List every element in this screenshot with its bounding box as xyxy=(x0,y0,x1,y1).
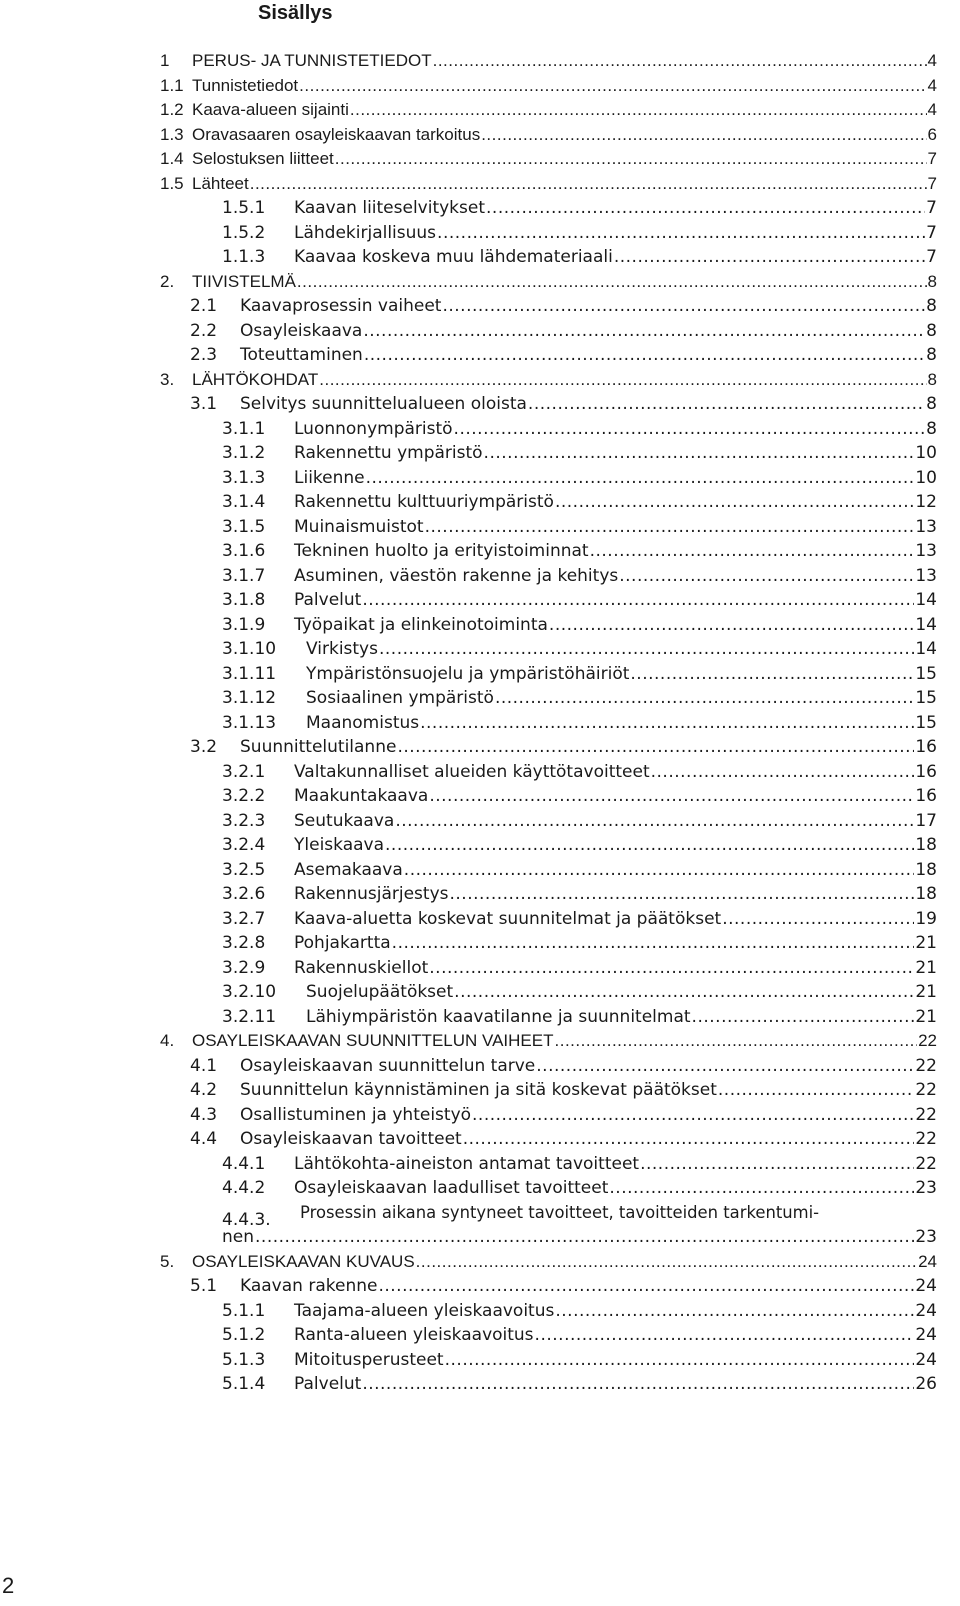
toc-entry-label: Liikenne xyxy=(294,467,365,488)
toc-entry-label: OSAYLEISKAAVAN KUVAUS xyxy=(192,1251,415,1271)
toc-entry-label: Kaavaa koskeva muu lähdemateriaali xyxy=(294,247,613,267)
toc-entry[interactable] xyxy=(160,147,937,172)
dot-leader xyxy=(362,1372,914,1397)
toc-entry-label: Luonnonympäristö xyxy=(294,418,453,439)
toc-entry-number: 3.1.4 xyxy=(222,492,266,512)
toc-entry[interactable] xyxy=(222,1323,937,1348)
dot-leader xyxy=(429,956,914,981)
toc-entry-label: Pohjakartta xyxy=(294,933,391,953)
toc-entry-page: 18 xyxy=(915,884,937,904)
dot-leader xyxy=(319,368,926,393)
toc-entry-number: 1.2 xyxy=(160,100,184,119)
dot-leader xyxy=(486,196,925,221)
toc-entry-label: Suunnittelun käynnistäminen ja sitä koskevat päätökset xyxy=(240,1080,717,1100)
page-number: 2 xyxy=(2,1573,15,1598)
toc-entry-number: 3.2.11 xyxy=(222,1006,277,1027)
toc-entry-page: 7 xyxy=(927,149,937,168)
toc-entry-page: 13 xyxy=(915,565,937,586)
toc-entry-label: Toteuttaminen xyxy=(240,345,363,365)
toc-entry-label: Kaavan liiteselvitykset xyxy=(294,198,486,218)
toc-entry-label: Yleiskaava xyxy=(294,835,385,855)
toc-entry[interactable] xyxy=(222,221,937,246)
dot-leader xyxy=(397,735,914,760)
toc-entry-page: 10 xyxy=(915,467,937,488)
toc-entry-label: Osayleiskaavan suunnittelun tarve xyxy=(240,1055,536,1076)
toc-entry-label: Lähteet xyxy=(192,173,249,193)
toc-entry-label: Asuminen, väestön rakenne ja kehitys xyxy=(294,565,619,586)
toc-entry-label: Ympäristönsuojelu ja ympäristöhäiriöt xyxy=(306,663,630,684)
toc-entry-page: 13 xyxy=(915,541,937,561)
toc-entry-page: 16 xyxy=(915,761,937,782)
toc-entry-number: 3.2.10 xyxy=(222,982,277,1002)
dot-leader xyxy=(614,245,925,270)
toc-entry-page: 18 xyxy=(915,859,937,880)
toc-entry-page: 14 xyxy=(915,639,937,659)
toc-entry[interactable] xyxy=(222,931,937,956)
toc-entry-number: 3.1.6 xyxy=(222,541,266,561)
toc-entry-page: 4 xyxy=(927,75,937,95)
toc-entry-label: Osallistuminen ja yhteistyö xyxy=(240,1104,472,1125)
dot-leader xyxy=(299,74,926,99)
dot-leader xyxy=(450,882,915,907)
toc-entry-label: OSAYLEISKAAVAN SUUNNITTELUN VAIHEET xyxy=(192,1031,554,1050)
dot-leader xyxy=(442,294,925,319)
toc-entry-label: Rakennuskiellot xyxy=(294,957,429,978)
toc-entry[interactable] xyxy=(190,1078,937,1103)
toc-entry-label: Osayleiskaavan laadulliset tavoitteet xyxy=(294,1178,609,1198)
toc-entry[interactable] xyxy=(222,637,937,662)
toc-entry-page: 7 xyxy=(926,222,937,243)
toc-entry-number: 1 xyxy=(160,51,170,70)
toc-entry-label: Taajama-alueen yleiskaavoitus xyxy=(294,1300,555,1321)
toc-entry-number: 1.3 xyxy=(160,124,184,144)
toc-entry-number: 5.1.1 xyxy=(222,1300,266,1321)
toc-entry-page: 14 xyxy=(915,614,937,635)
toc-entry-label: Kaavan rakenne xyxy=(240,1276,378,1296)
toc-entry-number: 3.1.7 xyxy=(222,565,266,586)
toc-entry-number: 3.2 xyxy=(190,737,218,757)
toc-entry-page: 22 xyxy=(915,1055,937,1076)
toc-entry-label: Oravasaaren osayleiskaavan tarkoitus xyxy=(192,124,481,144)
toc-entry-number: 1.5 xyxy=(160,173,184,193)
toc-entry-page: 19 xyxy=(915,908,937,929)
toc-entry-label: Ranta-alueen yleiskaavoitus xyxy=(294,1325,534,1345)
toc-entry-page: 24 xyxy=(918,1251,937,1271)
toc-entry[interactable] xyxy=(222,1372,937,1397)
toc-entry[interactable] xyxy=(222,196,937,221)
toc-entry-page: 16 xyxy=(915,737,937,757)
dot-leader xyxy=(437,221,925,246)
toc-entry-number: 4.4 xyxy=(190,1129,218,1149)
toc-entry-number: 3.1.1 xyxy=(222,418,266,439)
toc-entry-label: LÄHTÖKOHDAT xyxy=(192,369,319,389)
toc-entry-page: 16 xyxy=(915,786,937,806)
toc-entry[interactable] xyxy=(190,294,937,319)
dot-leader xyxy=(416,1250,917,1275)
toc-entry-number: 4.2 xyxy=(190,1080,218,1100)
dot-leader xyxy=(640,1152,914,1177)
toc-entry-label: Lähiympäristön kaavatilanne ja suunnitelmat xyxy=(306,1006,691,1027)
toc-entry-page: 8 xyxy=(926,394,937,414)
dot-leader xyxy=(429,784,914,809)
toc-entry-wrapped-continuation[interactable] xyxy=(222,1225,937,1250)
toc-entry[interactable] xyxy=(222,1005,937,1030)
toc-entry-number: 3.1.10 xyxy=(222,639,277,659)
toc-entry-page: 7 xyxy=(926,247,937,267)
toc-entry-number: 4. xyxy=(160,1031,175,1050)
toc-entry-number: 3.2.9 xyxy=(222,957,266,978)
dot-leader xyxy=(495,686,914,711)
toc-entry[interactable] xyxy=(190,392,937,417)
toc-entry-label: Muinaismuistot xyxy=(294,516,424,537)
dot-leader xyxy=(404,858,915,883)
toc-entry-number: 2.1 xyxy=(190,296,218,316)
toc-entry-page: 26 xyxy=(915,1374,937,1394)
toc-entry[interactable] xyxy=(190,319,937,344)
toc-entry[interactable] xyxy=(222,882,937,907)
toc-entry-label: Selvitys suunnittelualueen oloista xyxy=(240,394,527,414)
toc-entry-label: Työpaikat ja elinkeinotoiminta xyxy=(294,614,548,635)
toc-entry[interactable] xyxy=(222,1152,937,1177)
dot-leader xyxy=(363,319,925,344)
toc-entry-page: 24 xyxy=(915,1349,937,1370)
toc-entry-page: 7 xyxy=(927,173,937,193)
dot-leader xyxy=(362,588,914,613)
toc-entry-label: Mitoitusperusteet xyxy=(294,1349,444,1370)
dot-leader xyxy=(379,637,914,662)
toc-entry-number: 3.1.11 xyxy=(222,663,277,684)
toc-entry-page: 22 xyxy=(915,1129,937,1149)
dot-leader xyxy=(718,1078,914,1103)
toc-entry[interactable] xyxy=(222,1348,937,1373)
toc-entry-page: 12 xyxy=(915,492,937,512)
toc-entry-page: 8 xyxy=(926,296,937,316)
dot-leader xyxy=(528,392,925,417)
toc-entry-page: 22 xyxy=(918,1031,937,1050)
toc-entry[interactable] xyxy=(160,123,937,148)
toc-entry[interactable] xyxy=(222,686,937,711)
toc-entry-page: 8 xyxy=(926,320,937,341)
toc-entry-page: 4 xyxy=(927,51,937,70)
toc-entry-number: 3.1.3 xyxy=(222,467,266,488)
toc-entry-label: Virkistys xyxy=(306,639,378,659)
toc-entry-label: Tunnistetiedot xyxy=(192,75,299,95)
toc-entry-label: Osayleiskaava xyxy=(240,320,363,341)
toc-entry[interactable] xyxy=(190,343,937,368)
toc-entry-page: 21 xyxy=(915,982,937,1002)
toc-entry-number: 3.2.8 xyxy=(222,933,266,953)
toc-entry-page: 17 xyxy=(915,810,937,831)
toc-entry[interactable] xyxy=(222,490,937,515)
toc-entry-number: 3.1.13 xyxy=(222,712,277,733)
dot-leader xyxy=(420,711,914,736)
toc-entry-page: 15 xyxy=(915,712,937,733)
toc-entry[interactable] xyxy=(222,441,937,466)
toc-entry[interactable] xyxy=(160,49,937,74)
dot-leader xyxy=(630,662,914,687)
toc-entry-label: Suojelupäätökset xyxy=(306,982,454,1002)
toc-entry-number: 3.1.8 xyxy=(222,590,266,610)
toc-entry[interactable] xyxy=(222,588,937,613)
toc-entry-page: 22 xyxy=(915,1104,937,1125)
toc-entry-page: 24 xyxy=(915,1276,937,1296)
toc-entry[interactable] xyxy=(160,1029,937,1054)
dot-leader xyxy=(535,1323,915,1348)
toc-entry[interactable] xyxy=(190,1274,937,1299)
toc-entry-page: 23 xyxy=(915,1178,937,1198)
toc-entry-number: 3.2.6 xyxy=(222,884,266,904)
dot-leader xyxy=(445,1348,915,1373)
toc-entry-page: 18 xyxy=(915,835,937,855)
toc-entry-label: Asemakaava xyxy=(294,859,403,880)
toc-entry[interactable] xyxy=(160,270,937,295)
toc-entry-label: TIIVISTELMÄ xyxy=(192,271,296,291)
toc-entry-page: 8 xyxy=(926,418,937,439)
toc-entry-page: 22 xyxy=(915,1153,937,1174)
dot-leader xyxy=(425,515,915,540)
toc-entry-label: Tekninen huolto ja erityistoiminnat xyxy=(294,541,589,561)
dot-leader xyxy=(555,490,914,515)
toc-entry[interactable] xyxy=(190,1103,937,1128)
toc-entry-label: Kaava-alueen sijainti xyxy=(192,100,349,119)
toc-entry-label: Suunnittelutilanne xyxy=(240,737,397,757)
toc-entry[interactable] xyxy=(222,956,937,981)
toc-entry[interactable] xyxy=(222,858,937,883)
toc-entry[interactable] xyxy=(222,833,937,858)
dot-leader xyxy=(454,417,926,442)
toc-entry-number: 2.2 xyxy=(190,320,218,341)
toc-entry-number: 1.1.3 xyxy=(222,247,266,267)
toc-entry-label: Osayleiskaavan tavoitteet xyxy=(240,1129,462,1149)
toc-entry-number: 1.5.1 xyxy=(222,198,266,218)
toc-entry[interactable] xyxy=(160,368,937,393)
toc-entry-page: 21 xyxy=(915,957,937,978)
toc-entry[interactable] xyxy=(222,662,937,687)
toc-entry[interactable] xyxy=(222,907,937,932)
toc-entry-number: 1.1 xyxy=(160,75,184,95)
toc-entry-page: 13 xyxy=(915,516,937,537)
dot-leader xyxy=(433,49,927,74)
toc-entry-page: 23 xyxy=(915,1227,937,1247)
toc-entry-label: Sosiaalinen ympäristö xyxy=(306,688,494,708)
toc-entry-label: Selostuksen liitteet xyxy=(192,149,334,168)
toc-entry-page: 10 xyxy=(915,443,937,463)
toc-entry-number: 3.1.9 xyxy=(222,614,266,635)
toc-entry-number: 1.4 xyxy=(160,149,184,168)
toc-entry[interactable] xyxy=(222,613,937,638)
toc-entry[interactable] xyxy=(222,417,937,442)
dot-leader xyxy=(692,1005,915,1030)
dot-leader xyxy=(536,1054,914,1079)
toc-entry-page: 15 xyxy=(915,688,937,708)
toc-entry-label: Seutukaava xyxy=(294,810,395,831)
toc-entry[interactable] xyxy=(222,784,937,809)
toc-entry-number: 3.1 xyxy=(190,394,218,414)
toc-entry-number: 1.5.2 xyxy=(222,222,266,243)
toc-entry[interactable] xyxy=(160,74,937,99)
toc-entry-number: 2. xyxy=(160,271,175,291)
toc-entry-number: 4.4.3. xyxy=(222,1210,271,1230)
toc-entry-number: 5. xyxy=(160,1251,175,1271)
toc-entry-number: 4.4.2 xyxy=(222,1178,266,1198)
toc-entry[interactable] xyxy=(222,515,937,540)
toc-entry-number: 3.2.7 xyxy=(222,908,266,929)
toc-entry[interactable] xyxy=(190,735,937,760)
dot-leader xyxy=(549,613,914,638)
toc-entry[interactable] xyxy=(222,245,937,270)
toc-entry-number: 4.3 xyxy=(190,1104,218,1125)
toc-entry-page: 14 xyxy=(915,590,937,610)
toc-entry-label: Palvelut xyxy=(294,1374,362,1394)
toc-entry[interactable] xyxy=(222,564,937,589)
toc-entry-page: 22 xyxy=(915,1080,937,1100)
toc-entry-label: PERUS- JA TUNNISTETIEDOT xyxy=(192,51,432,70)
toc-entry[interactable] xyxy=(222,539,937,564)
dot-leader xyxy=(609,1176,914,1201)
toc-entry-label: Lähtökohta-aineiston antamat tavoitteet xyxy=(294,1153,640,1174)
dot-leader xyxy=(364,343,925,368)
toc-entry-page: 7 xyxy=(926,198,937,218)
toc-entry-number: 4.4.1 xyxy=(222,1153,266,1174)
dot-leader xyxy=(392,931,915,956)
page-title: Sisällys xyxy=(258,2,333,24)
toc-entry[interactable] xyxy=(190,1054,937,1079)
dot-leader xyxy=(454,980,914,1005)
toc-entry[interactable] xyxy=(222,466,937,491)
dot-leader xyxy=(651,760,915,785)
toc-entry-number: 3.2.4 xyxy=(222,835,266,855)
dot-leader xyxy=(297,270,927,295)
dot-leader xyxy=(378,1274,914,1299)
dot-leader xyxy=(395,809,914,834)
toc-entry[interactable] xyxy=(222,1176,937,1201)
toc-entry-number: 3.2.5 xyxy=(222,859,266,880)
dot-leader xyxy=(463,1127,915,1152)
dot-leader xyxy=(255,1225,914,1250)
toc-entry-page: 8 xyxy=(926,345,937,365)
dot-leader xyxy=(555,1029,918,1054)
toc-entry[interactable] xyxy=(160,1250,937,1275)
toc-entry[interactable] xyxy=(160,172,937,197)
toc-entry-label: Maakuntakaava xyxy=(294,786,429,806)
dot-leader xyxy=(481,123,926,148)
toc-entry-page: 24 xyxy=(915,1325,937,1345)
toc-entry-label: Prosessin aikana syntyneet tavoitteet, tavoitteiden tarkentumi- xyxy=(300,1202,820,1222)
toc-entry-label: Kaavaprosessin vaiheet xyxy=(240,296,442,316)
toc-entry-page: 6 xyxy=(927,124,937,144)
toc-entry-number: 5.1.4 xyxy=(222,1374,266,1394)
toc-entry-page: 24 xyxy=(915,1300,937,1321)
toc-entry-label: nen xyxy=(222,1227,255,1247)
toc-entry[interactable] xyxy=(222,809,937,834)
dot-leader xyxy=(472,1103,914,1128)
dot-leader xyxy=(619,564,914,589)
toc-entry-number: 3.1.2 xyxy=(222,443,266,463)
toc-entry-page: 4 xyxy=(927,100,937,119)
toc-entry[interactable] xyxy=(190,1127,937,1152)
toc-entry-number: 3.2.2 xyxy=(222,786,266,806)
toc-entry-label: Rakennettu ympäristö xyxy=(294,443,483,463)
dot-leader xyxy=(350,98,927,123)
toc-entry[interactable] xyxy=(160,98,937,123)
toc-entry-number: 3.1.5 xyxy=(222,516,266,537)
dot-leader xyxy=(555,1299,914,1324)
toc-entry-page: 21 xyxy=(915,933,937,953)
toc-entry-label: Valtakunnalliset alueiden käyttötavoitteet xyxy=(294,761,650,782)
toc-entry[interactable] xyxy=(222,711,937,736)
toc-entry-label: Lähdekirjallisuus xyxy=(294,222,437,243)
dot-leader xyxy=(250,172,927,197)
toc-entry-page: 21 xyxy=(915,1006,937,1027)
toc-entry-number: 3.2.1 xyxy=(222,761,266,782)
toc-entry-page: 8 xyxy=(927,271,937,291)
toc-entry-number: 5.1 xyxy=(190,1276,218,1296)
toc-entry-label: Rakennettu kulttuuriympäristö xyxy=(294,492,554,512)
toc-entry-label: Kaava-aluetta koskevat suunnitelmat ja päätökset xyxy=(294,908,722,929)
dot-leader xyxy=(385,833,914,858)
dot-leader xyxy=(335,147,927,172)
toc-entry-number: 4.1 xyxy=(190,1055,218,1076)
toc-entry-number: 5.1.2 xyxy=(222,1325,266,1345)
toc-entry-number: 2.3 xyxy=(190,345,218,365)
toc-entry-page: 15 xyxy=(915,663,937,684)
toc-entry-number: 5.1.3 xyxy=(222,1349,266,1370)
toc-entry-label: Palvelut xyxy=(294,590,362,610)
dot-leader xyxy=(484,441,915,466)
toc-entry-number: 3.2.3 xyxy=(222,810,266,831)
toc-entry[interactable] xyxy=(222,760,937,785)
toc-entry-page: 8 xyxy=(927,369,937,389)
toc-entry-label: Rakennusjärjestys xyxy=(294,884,449,904)
dot-leader xyxy=(590,539,915,564)
toc-entry-number: 3.1.12 xyxy=(222,688,277,708)
toc-entry-label: Maanomistus xyxy=(306,712,420,733)
toc-entry[interactable] xyxy=(222,1299,937,1324)
dot-leader xyxy=(722,907,914,932)
dot-leader xyxy=(366,466,915,491)
toc-entry-number: 3. xyxy=(160,369,175,389)
toc-entry[interactable] xyxy=(222,980,937,1005)
